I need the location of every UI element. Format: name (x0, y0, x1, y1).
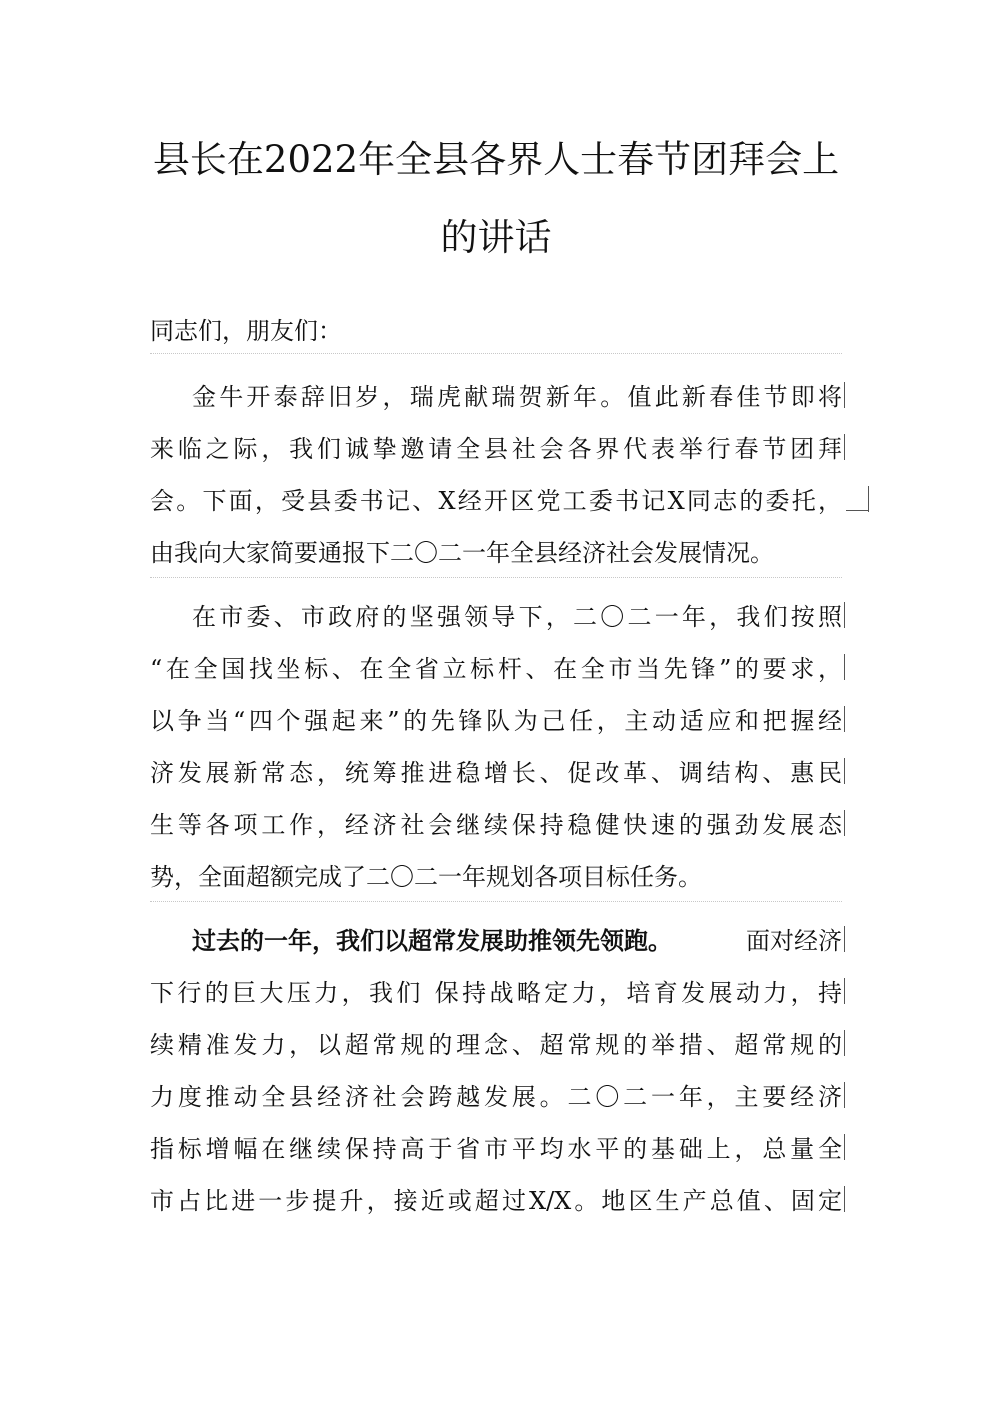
margin-mark (844, 978, 845, 1004)
margin-mark (844, 758, 845, 784)
paragraph-1-line-1: 金牛开泰辞旧岁，瑞虎献瑞贺新年。值此新春佳节即将 (192, 383, 842, 411)
margin-mark (844, 602, 845, 628)
paragraph-3-lead-rest: 面对经济 (746, 927, 842, 955)
paragraph-1-line-4: 由我向大家简要通报下二〇二一年全县经济社会发展情况。 (150, 539, 774, 567)
paragraph-2-line-4: 济发展新常态，统筹推进稳增长、促改革、调结构、惠民 (150, 759, 842, 787)
margin-mark (844, 926, 845, 952)
document-title-line-2: 的讲话 (440, 216, 552, 259)
margin-hook (846, 510, 868, 511)
paragraph-3-line-5: 指标增幅在继续保持高于省市平均水平的基础上，总量全 (150, 1135, 842, 1163)
paragraph-divider (150, 577, 842, 578)
paragraph-3-line-6: 市占比进一步提升，接近或超过X/X。地区生产总值、固定 (150, 1187, 842, 1215)
margin-mark (844, 1030, 845, 1056)
paragraph-2-line-6: 势，全面超额完成了二〇二一年规划各项目标任务。 (150, 863, 702, 891)
document-title-line-1: 县长在2022年全县各界人士春节团拜会上 (152, 138, 840, 181)
paragraph-2-line-2: “在全国找坐标、在全省立标杆、在全市当先锋”的要求， (150, 655, 842, 683)
salutation: 同志们，朋友们： (150, 317, 342, 345)
margin-mark (844, 382, 845, 408)
paragraph-3-lead-heading: 过去的一年，我们以超常发展助推领先领跑。 (192, 927, 672, 955)
paragraph-2-line-5: 生等各项工作，经济社会继续保持稳健快速的强劲发展态 (150, 811, 842, 839)
margin-mark (844, 654, 845, 680)
margin-mark (844, 706, 845, 732)
paragraph-divider (150, 353, 842, 354)
paragraph-divider (150, 901, 842, 902)
margin-mark (844, 1186, 845, 1212)
paragraph-1-line-2: 来临之际，我们诚挚邀请全县社会各界代表举行春节团拜 (150, 435, 842, 463)
paragraph-2-line-3: 以争当“四个强起来”的先锋队为己任，主动适应和把握经 (150, 707, 842, 735)
paragraph-3-line-1 (192, 924, 842, 958)
paragraph-3-line-2: 下行的巨大压力，我们 保持战略定力，培育发展动力，持 (150, 979, 842, 1007)
paragraph-3-line-4: 力度推动全县经济社会跨越发展。二〇二一年，主要经济 (150, 1083, 842, 1111)
margin-mark (844, 810, 845, 836)
margin-mark (844, 1082, 845, 1108)
paragraph-2-line-1: 在市委、市政府的坚强领导下，二〇二一年，我们按照 (192, 603, 842, 631)
margin-mark (844, 1134, 845, 1160)
margin-mark (844, 434, 845, 460)
paragraph-1-line-3: 会。下面，受县委书记、X经开区党工委书记X同志的委托， (150, 487, 842, 515)
paragraph-3-line-3: 续精准发力，以超常规的理念、超常规的举措、超常规的 (150, 1031, 842, 1059)
margin-mark (868, 486, 869, 512)
